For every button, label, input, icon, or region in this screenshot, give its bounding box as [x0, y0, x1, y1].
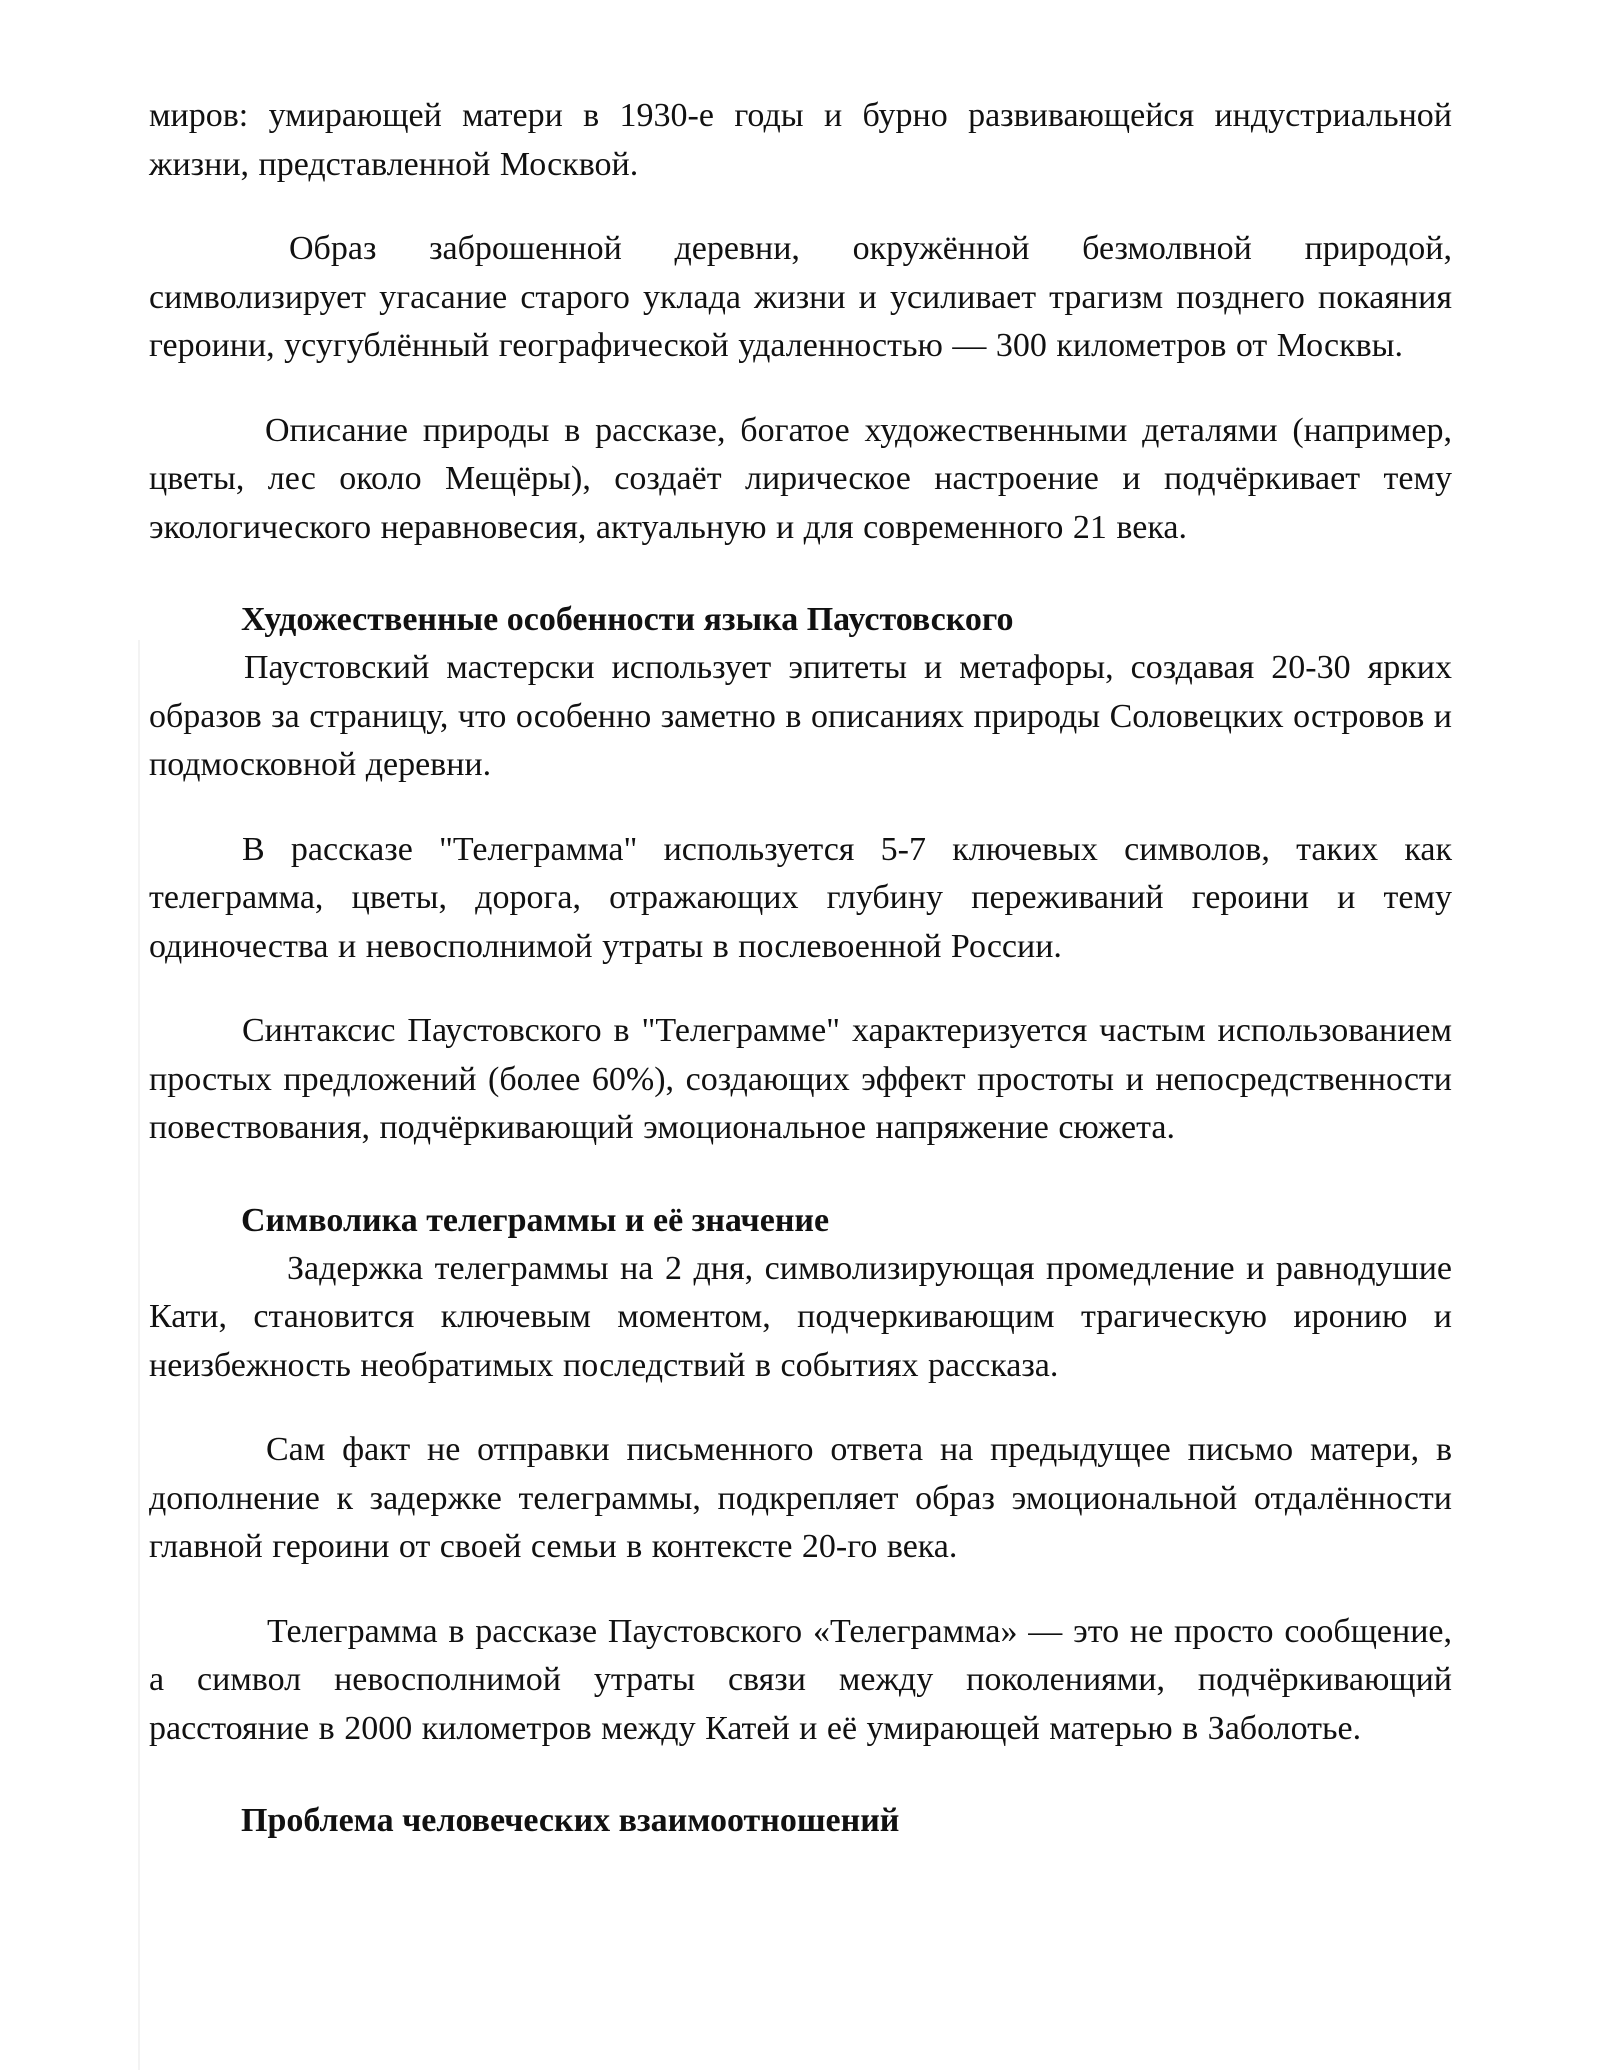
paragraph-nature-description: Описание природы в рассказе, богатое художественными деталями (например, цветы, лес около Мещёры), создаёт лирическое настроение и подчёркивает тему экологического неравновесия, актуальную и для современного 21 века.: [149, 411, 1452, 546]
page-margin-line: [138, 640, 140, 2070]
document-body: [149, 92, 1452, 1845]
paragraph-key-symbols: В рассказе "Телеграмма" используется 5-7 ключевых символов, таких как телеграмма, цветы, дорога, отражающих глубину переживаний героини и тему одиночества и невосполнимой утраты в послевоенной России.: [149, 830, 1452, 965]
heading-human-relations: Проблема человеческих взаимоотношений: [241, 1802, 900, 1839]
paragraph-telegram-meaning: Телеграмма в рассказе Паустовского «Телеграмма» — это не просто сообщение, а символ невосполнимой утраты связи между поколениями, подчёркивающий расстояние в 2000 километров между Катей и её умирающей матерью в Заболотье.: [149, 1612, 1452, 1747]
paragraph-syntax: Синтаксис Паустовского в "Телеграмме" характеризуется частым использованием простых предложений (более 60%), создающих эффект простоты и непосредственности повествования, подчёркивающий эмоциональное напряжение сюжета.: [149, 1012, 1452, 1146]
heading-telegram-symbolism: Символика телеграммы и её значение: [241, 1201, 830, 1239]
paragraph-unsent-reply: Сам факт не отправки письменного ответа на предыдущее письмо матери, в дополнение к задержке телеграммы, подкрепляет образ эмоциональной отдалённости главной героини от своей семьи в контексте 20-го века.: [149, 1431, 1452, 1565]
heading-language-features: Художественные особенности языка Паустовского: [241, 601, 1014, 638]
paragraph-telegram-delay: Задержка телеграммы на 2 дня, символизирующая промедление и равнодушие Кати, становится ключевым моментом, подчеркивающим трагическую иронию и неизбежность необратимых последствий в событиях рассказа.: [149, 1249, 1452, 1384]
paragraph-abandoned-village: Образ заброшенной деревни, окружённой безмолвной природой, символизирует угасание старого уклада жизни и усиливает трагизм позднего покаяния героини, усугублённый географической удаленностью — 300 километров от Москвы.: [149, 230, 1452, 364]
paragraph-epithets-metaphors: Паустовский мастерски использует эпитеты и метафоры, создавая 20-30 ярких образов за страницу, что особенно заметно в описаниях природы Соловецких островов и подмосковной деревни.: [149, 649, 1452, 783]
paragraph-intro-continuation: миров: умирающей матери в 1930-е годы и бурно развивающейся индустриальной жизни, представленной Москвой.: [149, 97, 1452, 183]
